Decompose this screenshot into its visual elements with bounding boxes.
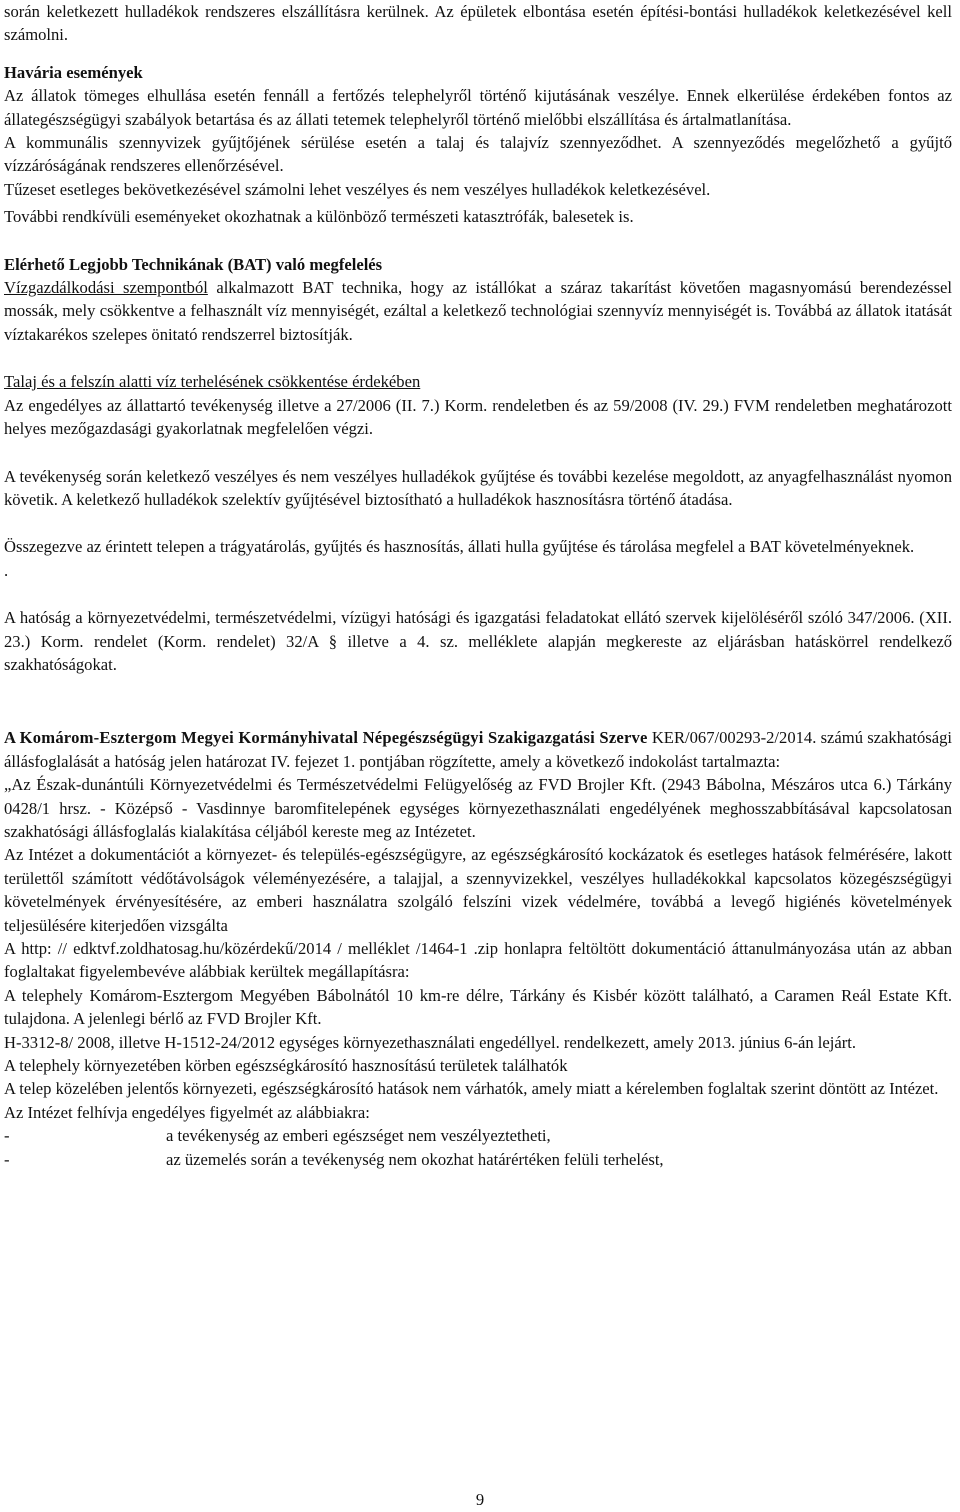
http-paragraph: A http: // edktvf.zoldhatosag.hu/közérdekű/2014 / melléklet /1464-1 .zip honlapra feltöltött dokumentáció áttanulmányozása után az abban foglaltakat figyelembevéve alábbiak kerültek megállapításra: bbox=[4, 939, 952, 982]
list-item bbox=[4, 1148, 952, 1171]
page-number: 9 bbox=[475, 1490, 485, 1509]
surroundings-paragraph: A telephely környezetében körben egészségkárosító hasznosítású területek találhatók bbox=[4, 1056, 568, 1076]
water-text: alkalmazott BAT technika, hogy az istállókat a száraz takarítást követően magasnyomású berendezéssel mossák, mely csökkentve a felhasznált víz mennyiségét, ezáltal a keletkező technológiai szennyvíz mennyiségét is. Továbbá az állatok itatását víztakarékos szelepes önitató rendszerrel biztosítják. bbox=[4, 278, 952, 344]
list-dash: - bbox=[4, 1149, 10, 1169]
authority-paragraph: A hatóság a környezetvédelmi, természetvédelmi, vízügyi hatósági és igazgatási feladatokat ellátó szervek kijelöléséről szóló 347/2006. (XII. 23.) Korm. rendelet (Korm. rendelet) 32/A § illetve a 4. sz. melléklete alapján megkereste az eljárásban hatáskörrel rendelkező szakhatóságokat. bbox=[4, 608, 952, 674]
summary-paragraph: Összegezve az érintett telepen a trágyatárolás, gyűjtés és hasznosítás, állati hulla gyűjtése és tárolása megfelel a BAT követelményeknek. bbox=[4, 537, 915, 557]
bat-heading: Elérhető Legjobb Technikának (BAT) való megfelelés bbox=[4, 254, 383, 274]
list-dash: - bbox=[4, 1126, 10, 1146]
list-text: a tevékenység az emberi egészséget nem veszélyeztetheti, bbox=[166, 1126, 551, 1146]
water-label: Vízgazdálkodási szempontból bbox=[4, 278, 208, 298]
standalone-dot: . bbox=[4, 560, 9, 580]
havaria-heading: Havária események bbox=[4, 62, 143, 82]
site-paragraph: A telephely Komárom-Esztergom Megyében Bábolnától 10 km-re délre, Tárkány és Kisbér között található, a Caramen Reál Estate Kft. tulajdona. A jelenlegi bérlő az FVD Brojler Kft. bbox=[4, 985, 952, 1029]
list-text: az üzemelés során a tevékenység nem okozhat határértéken felüli terhelést, bbox=[166, 1149, 664, 1169]
quote-paragraph: „Az Észak-dunántúli Környezetvédelmi és Természetvédelmi Felügyelőség az FVD Brojler Kft. (2943 Bábolna, Mészáros utca 6.) Tárkány 0428/1 hrsz. - Középső - Vasdinnye baromfitelepének egységes környezethasználati engedélyének meghosszabbításával kapcsolatosan szakhatósági állásfoglalás kialakítása céljából kereste meg az Intézetet. bbox=[4, 775, 952, 841]
soil-paragraph: Az engedélyes az állattartó tevékenység illetve a 27/2006 (II. 7.) Korm. rendeletben és az 59/2008 (IV. 29.) FVM rendeletben meghatározott helyes mezőgazdasági gyakorlatnak megfelelően végzi. bbox=[4, 395, 952, 439]
bat-water-paragraph bbox=[4, 276, 952, 346]
havaria-paragraph-4: További rendkívüli eseményeket okozhatnak a különböző természeti katasztrófák, balesetek is. bbox=[4, 207, 634, 227]
permit-paragraph: H-3312-8/ 2008, illetve H-1512-24/2012 egységes környezethasználati engedéllyel. rendelkezett, amely 2013. június 6-án lejárt. bbox=[4, 1032, 857, 1052]
havaria-paragraph-3: Tűzeset esetleges bekövetkezésével számolni lehet veszélyes és nem veszélyes hulladékok keletkezésével. bbox=[4, 179, 711, 199]
soil-heading: Talaj és a felszín alatti víz terhelésének csökkentése érdekében bbox=[4, 372, 421, 392]
waste-paragraph: A tevékenység során keletkező veszélyes és nem veszélyes hulladékok gyűjtése és további kezelése megoldott, az anyagfelhasználást nyomon követik. A keletkező hulladékok szelektív gyűjtésével biztosítható a hulladékok hasznosításra történő átadása. bbox=[4, 466, 952, 509]
kormanyhivatal-paragraph bbox=[4, 726, 952, 773]
intro-paragraph: során keletkezett hulladékok rendszeres elszállításra kerülnek. Az épületek elbontása esetén építési-bontási hulladékok keletkezésével kell számolni. bbox=[4, 2, 952, 45]
havaria-paragraph-2: A kommunális szennyvizek gyűjtőjének sérülése esetén a talaj és talajvíz szennyeződhet. A szennyeződés megelőzhető a gyűjtő vízzáróságának rendszeres ellenőrzésével. bbox=[4, 133, 952, 176]
document-page bbox=[4, 0, 952, 1171]
attention-paragraph: Az Intézet felhívja engedélyes figyelmét az alábbiakra: bbox=[4, 1102, 370, 1122]
effects-paragraph: A telep közelében jelentős környezeti, egészségkárosító hatások nem várhatók, amely miatt a kérelemben foglaltak szerint döntött az Intézet. bbox=[4, 1079, 939, 1099]
kormanyhivatal-rest: KER/067/00293-2/2014. számú szakhatósági állásfoglalását a hatóság jelen határozat IV. fejezet 1. pontjában rögzítette, amely a következő indokolást tartalmazta: bbox=[4, 728, 952, 771]
kormanyhivatal-name: A Komárom-Esztergom Megyei Kormányhivatal Népegészségügyi Szakigazgatási Szerve bbox=[4, 728, 648, 748]
havaria-paragraph-1: Az állatok tömeges elhullása esetén fennáll a fertőzés telephelyről történő kijutásának veszélye. Ennek elkerülése érdekében fontos az állategészségügyi szabályok betartása és az állati tetemek telephelyről történő mielőbbi elszállítása és ártalmatlanítása. bbox=[4, 86, 952, 129]
list-item bbox=[4, 1124, 952, 1147]
institute-paragraph: Az Intézet a dokumentációt a környezet- és település-egészségügyre, az egészségkárosító kockázatok és esetleges hatások felmérésére, lakott területtől számított védőtávolságok véleményezésére, a talajjal, a szennyvizekkel, veszélyes hulladékokkal kapcsolatos közegészségügyi követelmények érvényesítésére, az emberi használatra szolgáló felszíni vizek védelmére, továbbá a levegő higiénés követelmények teljesülésére kiterjedően vizsgálta bbox=[4, 845, 952, 935]
